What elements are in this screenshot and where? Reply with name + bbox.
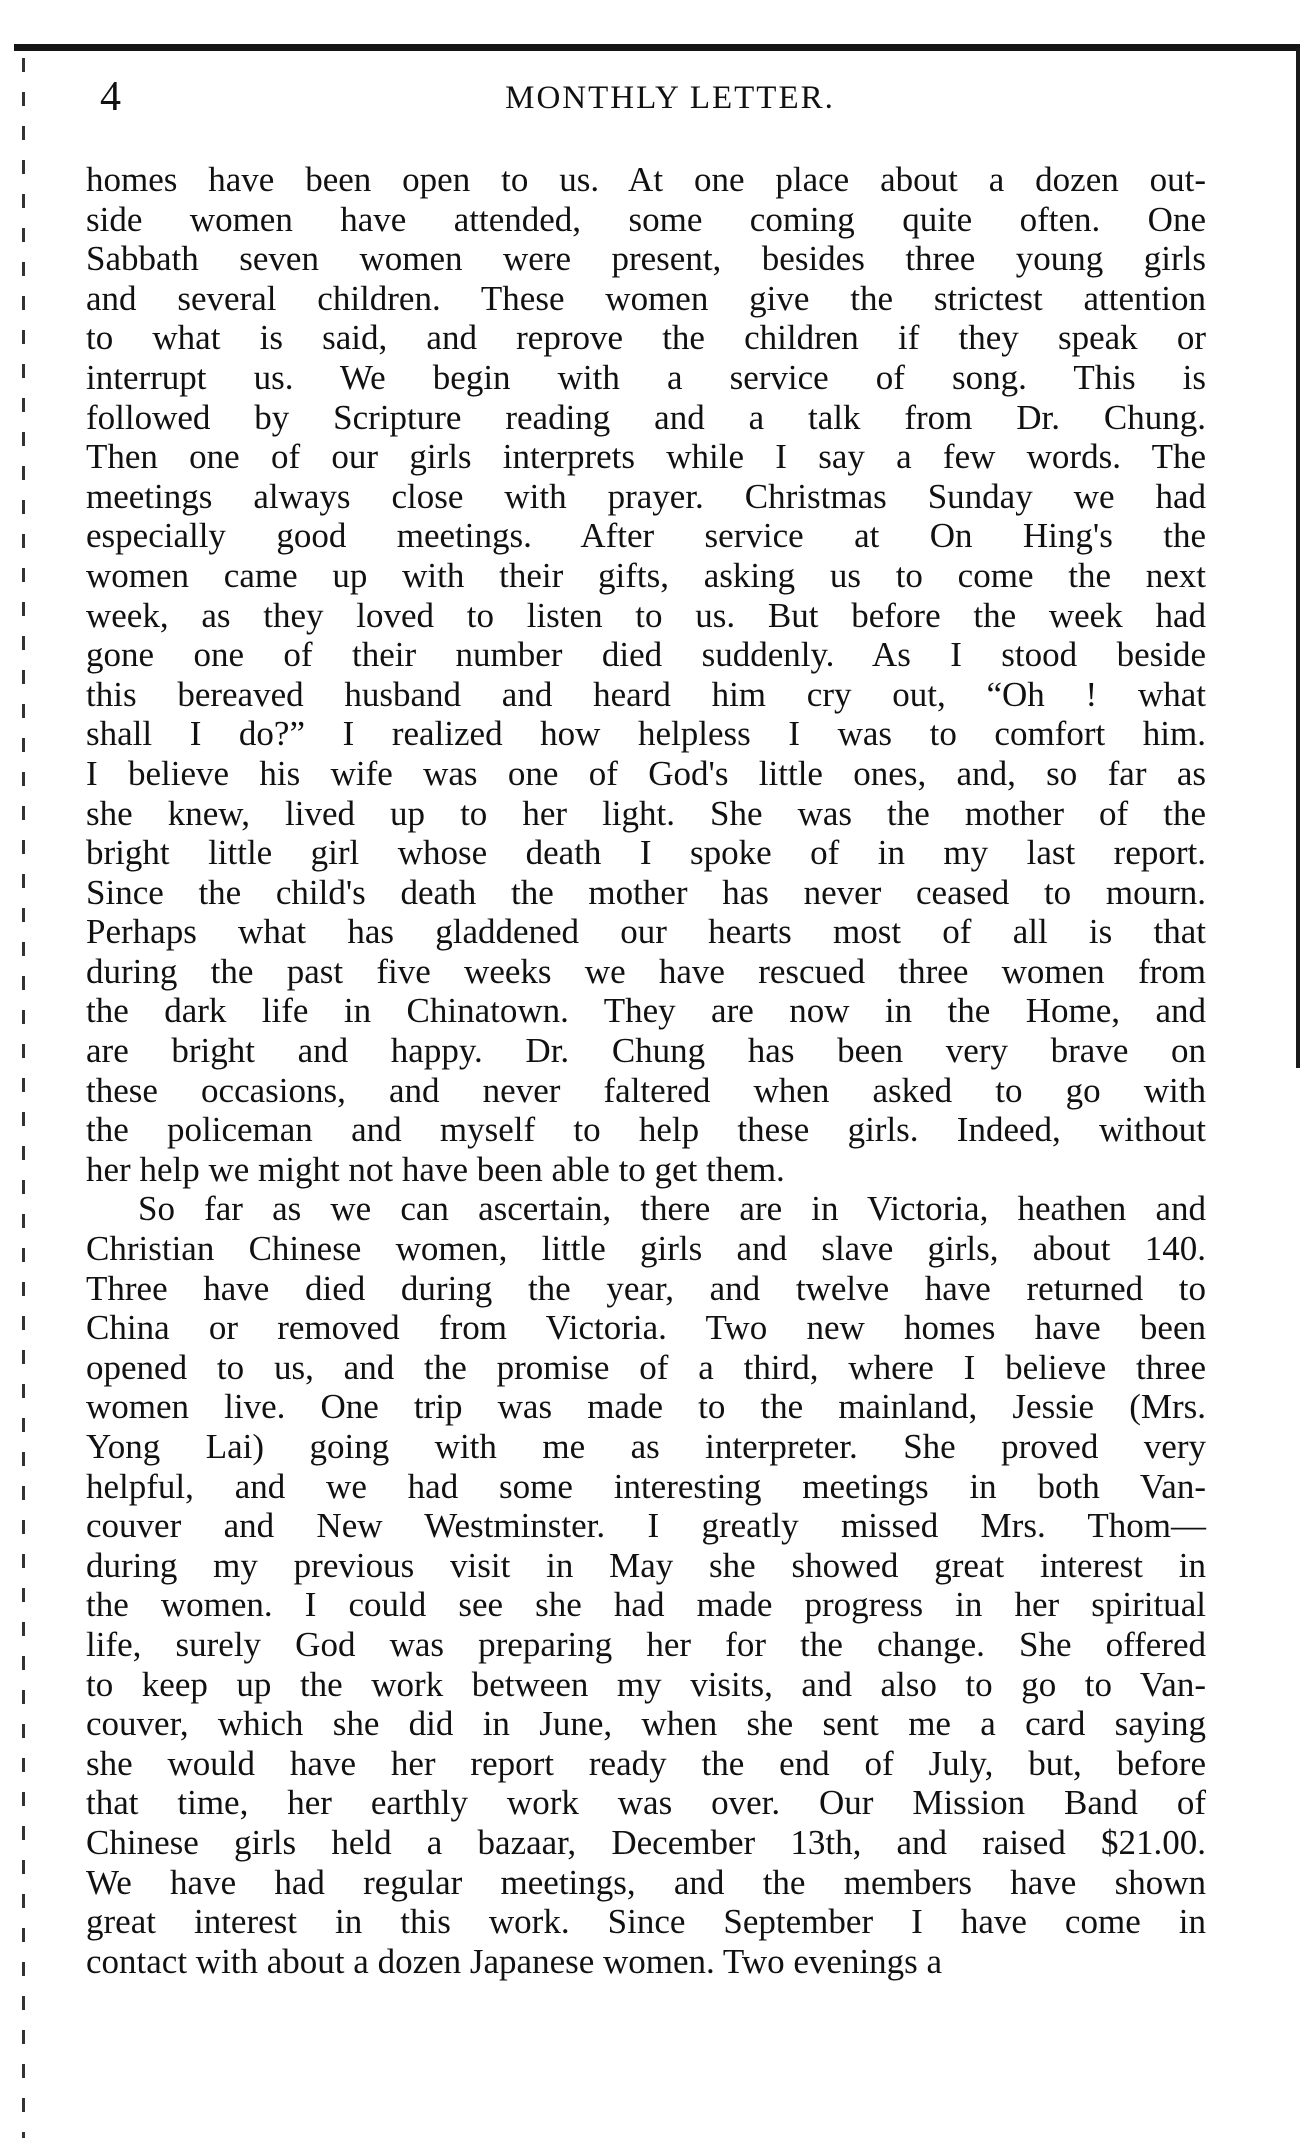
text-line: China or removed from Victoria. Two new homes have been: [86, 1308, 1206, 1348]
text-line: opened to us, and the promise of a third, where I believe three: [86, 1347, 1206, 1387]
text-line: shall I do?” I realized how helpless I was to comfort him.: [86, 714, 1206, 754]
text-line: Since the child's death the mother has never ceased to mourn.: [86, 872, 1206, 912]
text-line: the women. I could see she had made progress in her spiritual: [86, 1585, 1206, 1625]
text-line: couver and New Westminster. I greatly missed Mrs. Thom—: [86, 1506, 1206, 1546]
paragraph: [86, 1189, 1206, 1981]
text-line: week, as they loved to listen to us. But before the week had: [86, 595, 1206, 635]
page-number: 4: [100, 74, 121, 120]
text-line: gone one of their number died suddenly. As I stood beside: [86, 635, 1206, 675]
text-line: followed by Scripture reading and a talk from Dr. Chung.: [86, 397, 1206, 437]
text-line: Then one of our girls interprets while I say a few words. The: [86, 437, 1206, 477]
text-line: interrupt us. We begin with a service of song. This is: [86, 357, 1206, 397]
text-line: to keep up the work between my visits, and also to go to Van-: [86, 1664, 1206, 1704]
text-line: women came up with their gifts, asking us to come the next: [86, 555, 1206, 595]
text-line: this bereaved husband and heard him cry out, “Oh ! what: [86, 674, 1206, 714]
running-head: MONTHLY LETTER.: [505, 80, 835, 116]
left-margin-rule: [22, 58, 25, 2138]
text-line: during my previous visit in May she showed great interest in: [86, 1545, 1206, 1585]
text-line: women live. One trip was made to the mainland, Jessie (Mrs.: [86, 1387, 1206, 1427]
text-line: Yong Lai) going with me as interpreter. She proved very: [86, 1427, 1206, 1466]
text-line: Three have died during the year, and twelve have returned to: [86, 1268, 1206, 1308]
text-line: she would have her report ready the end of July, but, before: [86, 1743, 1206, 1783]
right-border-rule: [1296, 48, 1300, 1068]
text-line: life, surely God was preparing her for the change. She offered: [86, 1624, 1206, 1664]
text-line: great interest in this work. Since September I have come in: [86, 1902, 1206, 1942]
page-header: [100, 74, 1200, 120]
paragraph: [86, 160, 1206, 1189]
text-line: especially good meetings. After service at On Hing's the: [86, 516, 1206, 556]
text-line: meetings always close with prayer. Christmas Sunday we had: [86, 476, 1206, 516]
text-line: I believe his wife was one of God's little ones, and, so far as: [86, 753, 1206, 793]
text-line: We have had regular meetings, and the members have shown: [86, 1862, 1206, 1902]
text-line: and several children. These women give the strictest attention: [86, 278, 1206, 318]
text-line: Perhaps what has gladdened our hearts most of all is that: [86, 912, 1206, 952]
text-line: the dark life in Chinatown. They are now in the Home, and: [86, 991, 1206, 1031]
text-line: helpful, and we had some interesting meetings in both Van-: [86, 1466, 1206, 1506]
text-line: are bright and happy. Dr. Chung has been very brave on: [86, 1031, 1206, 1071]
text-line: So far as we can ascertain, there are in Victoria, heathen and: [138, 1189, 1206, 1229]
text-line: couver, which she did in June, when she sent me a card saying: [86, 1704, 1206, 1744]
text-line: she knew, lived up to her light. She was the mother of the: [86, 793, 1206, 833]
text-line: the policeman and myself to help these girls. Indeed, without: [86, 1110, 1206, 1150]
text-line: homes have been open to us. At one place about a dozen out-: [86, 160, 1206, 199]
text-line: contact with about a dozen Japanese women. Two evenings a: [86, 1941, 943, 1981]
text-line: during the past five weeks we have rescued three women from: [86, 951, 1206, 991]
text-line: these occasions, and never faltered when asked to go with: [86, 1070, 1206, 1110]
text-line: that time, her earthly work was over. Our Mission Band of: [86, 1783, 1206, 1823]
top-border-rule: [14, 44, 1300, 51]
text-line: Chinese girls held a bazaar, December 13th, and raised $21.00.: [86, 1822, 1206, 1862]
body-text: [86, 160, 1206, 1981]
text-line: to what is said, and reprove the children if they speak or: [86, 318, 1206, 358]
text-line: bright little girl whose death I spoke of in my last report.: [86, 833, 1206, 873]
text-line: side women have attended, some coming quite often. One: [86, 199, 1206, 239]
text-line: Sabbath seven women were present, besides three young girls: [86, 239, 1206, 279]
text-line: Christian Chinese women, little girls and slave girls, about 140.: [86, 1229, 1206, 1269]
text-line: her help we might not have been able to get them.: [86, 1149, 785, 1189]
